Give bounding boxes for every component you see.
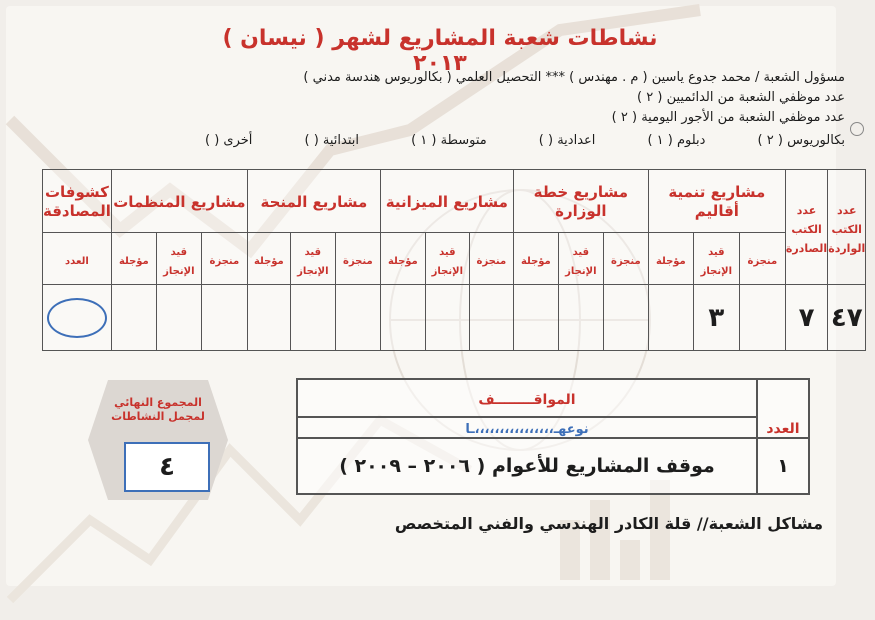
edu-preparatory: اعدادية ( ) — [538, 133, 596, 148]
regions-progress-value: ٣ — [693, 285, 739, 351]
sub-done: منجزة — [739, 233, 785, 285]
punch-hole — [850, 122, 864, 136]
positions-table — [296, 378, 810, 495]
sub-count: العدد — [43, 233, 112, 285]
problems-line: مشاكل الشعبة// قلة الكادر الهندسي والفني المتخصص — [394, 514, 823, 533]
edu-diploma: دبلوم ( ١ ) — [647, 133, 706, 148]
outgoing-books-header: عدد الكتب الصادرة — [785, 170, 827, 285]
total-label: المجموع النهائي لمجمل النشاطات — [111, 396, 205, 423]
cell-empty — [290, 285, 335, 351]
cell-empty — [201, 285, 247, 351]
group-budget-header: مشاريع الميزانية — [380, 170, 513, 233]
sub-progress: قيد الإنجاز — [156, 233, 201, 285]
cell-empty — [156, 285, 201, 351]
cell-empty — [558, 285, 603, 351]
sub-progress: قيد الإنجاز — [558, 233, 603, 285]
count-oval — [47, 298, 107, 338]
positions-row-number: ١ — [757, 438, 809, 494]
info-line-head: مسؤول الشعبة / محمد جدوع ياسين ( م . مهندس ) *** التحصيل العلمي ( بكالوريوس هندسة مدني ) — [303, 70, 845, 85]
cell-empty — [648, 285, 693, 351]
edu-primary: ابتدائية ( ) — [304, 133, 359, 148]
incoming-books-value: ٤٧ — [828, 285, 866, 351]
sub-progress: قيد الإنجاز — [425, 233, 469, 285]
cell-empty — [425, 285, 469, 351]
sub-progress: قيد الإنجاز — [290, 233, 335, 285]
info-line-daily: عدد موظفي الشعبة من الأجور اليومية ( ٢ ) — [611, 110, 845, 125]
cell-empty — [469, 285, 513, 351]
positions-number-header: العدد — [757, 379, 809, 438]
cell-empty — [603, 285, 648, 351]
sub-done: منجزة — [335, 233, 380, 285]
group-verification-header: كشوفات المصادقة — [43, 170, 112, 233]
positions-row-text: موقف المشاريع للأعوام ( ٢٠٠٦ – ٢٠٠٩ ) — [297, 438, 757, 494]
education-line — [205, 133, 845, 148]
sub-postponed: مؤجلة — [513, 233, 558, 285]
info-line-permanent: عدد موظفي الشعبة من الدائميين ( ٢ ) — [637, 90, 845, 105]
group-regions-header: مشاريع تنمية أقاليم — [648, 170, 785, 233]
sub-progress: قيد الإنجاز — [693, 233, 739, 285]
sub-postponed: مؤجلة — [380, 233, 425, 285]
cell-empty — [247, 285, 290, 351]
edu-bachelor: بكالوريوس ( ٢ ) — [757, 133, 845, 148]
cell-empty — [739, 285, 785, 351]
cell-empty — [380, 285, 425, 351]
positions-header: المواقــــــــف — [297, 379, 757, 417]
verification-count-cell — [43, 285, 112, 351]
cell-empty — [513, 285, 558, 351]
positions-type-header: نوعهـ،،،،،،،،،،،،،،،،ـا — [297, 417, 757, 438]
sub-postponed: مؤجلة — [648, 233, 693, 285]
activities-table — [42, 169, 866, 351]
edu-other: أخرى ( ) — [205, 133, 253, 148]
sub-done: منجزة — [469, 233, 513, 285]
sub-postponed: مؤجلة — [111, 233, 156, 285]
cell-empty — [111, 285, 156, 351]
outgoing-books-value: ٧ — [785, 285, 827, 351]
group-organizations-header: مشاريع المنظمات — [111, 170, 247, 233]
group-grant-header: مشاريع المنحة — [247, 170, 380, 233]
sub-done: منجزة — [603, 233, 648, 285]
sub-postponed: مؤجلة — [247, 233, 290, 285]
incoming-books-header: عدد الكتب الواردة — [828, 170, 866, 285]
cell-empty — [335, 285, 380, 351]
edu-intermediate: متوسطة ( ١ ) — [411, 133, 487, 148]
page-title: نشاطات شعبة المشاريع لشهر ( نيسان ) ٢٠١٣ — [222, 26, 658, 76]
group-ministry-header: مشاريع خطة الوزارة — [513, 170, 648, 233]
sub-done: منجزة — [201, 233, 247, 285]
total-value: ٤ — [124, 442, 210, 492]
